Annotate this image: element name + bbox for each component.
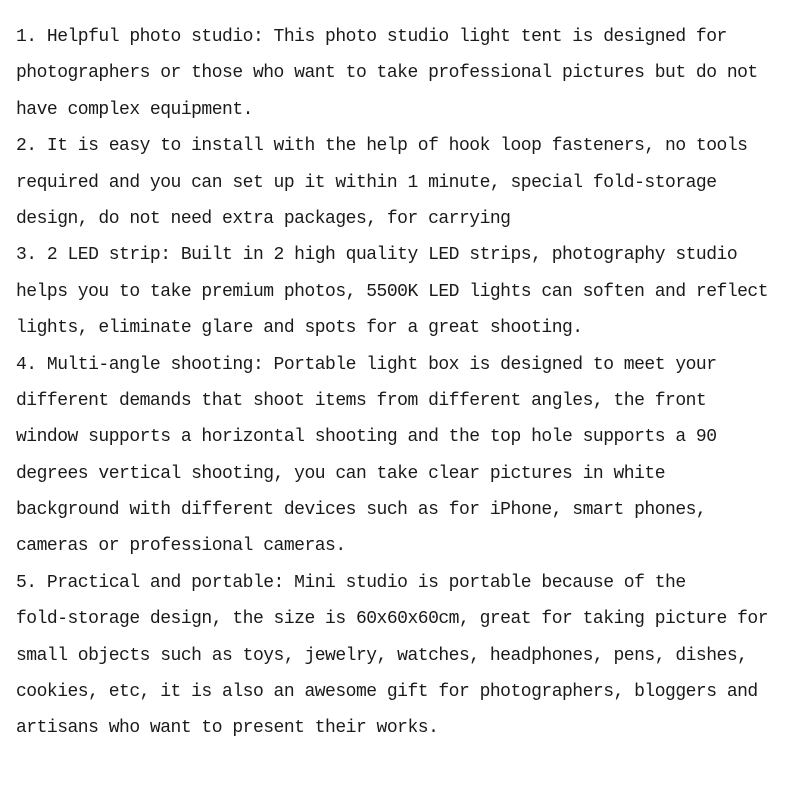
- text-line: cookies, etc, it is also an awesome gift for photographers, bloggers and: [16, 682, 758, 703]
- text-line: 1. Helpful photo studio: This photo studio light tent is designed for: [16, 27, 727, 47]
- text-line: background with different devices such as for iPhone, smart phones,: [16, 500, 707, 521]
- text-line: 5. Practical and portable: Mini studio is portable because of the: [16, 572, 686, 593]
- text-line: cameras or professional cameras.: [16, 536, 346, 557]
- text-line: artisans who want to present their works.: [16, 718, 439, 739]
- text-line: lights, eliminate glare and spots for a great shooting.: [16, 318, 583, 339]
- text-line: small objects such as toys, jewelry, watches, headphones, pens, dishes,: [16, 645, 748, 666]
- text-line: different demands that shoot items from different angles, the front: [16, 390, 707, 411]
- text-line: design, do not need extra packages, for carrying: [16, 208, 511, 229]
- text-line: window supports a horizontal shooting and the top hole supports a 90: [16, 427, 717, 448]
- text-line: 3. 2 LED strip: Built in 2 high quality LED strips, photography studio: [16, 245, 738, 266]
- text-line: have complex equipment.: [16, 99, 253, 120]
- text-line: photographers or those who want to take professional pictures but do not: [16, 63, 758, 84]
- text-line: helps you to take premium photos, 5500K LED lights can soften and reflect: [16, 281, 769, 302]
- text-line: degrees vertical shooting, you can take clear pictures in white: [16, 463, 666, 484]
- text-line: fold-storage design, the size is 60x60x60cm, great for taking picture for: [16, 609, 769, 630]
- text-line: 4. Multi-angle shooting: Portable light box is designed to meet your: [16, 354, 717, 375]
- text-line: 2. It is easy to install with the help of hook loop fasteners, no tools: [16, 136, 748, 157]
- text-line: required and you can set up it within 1 minute, special fold-storage: [16, 172, 717, 193]
